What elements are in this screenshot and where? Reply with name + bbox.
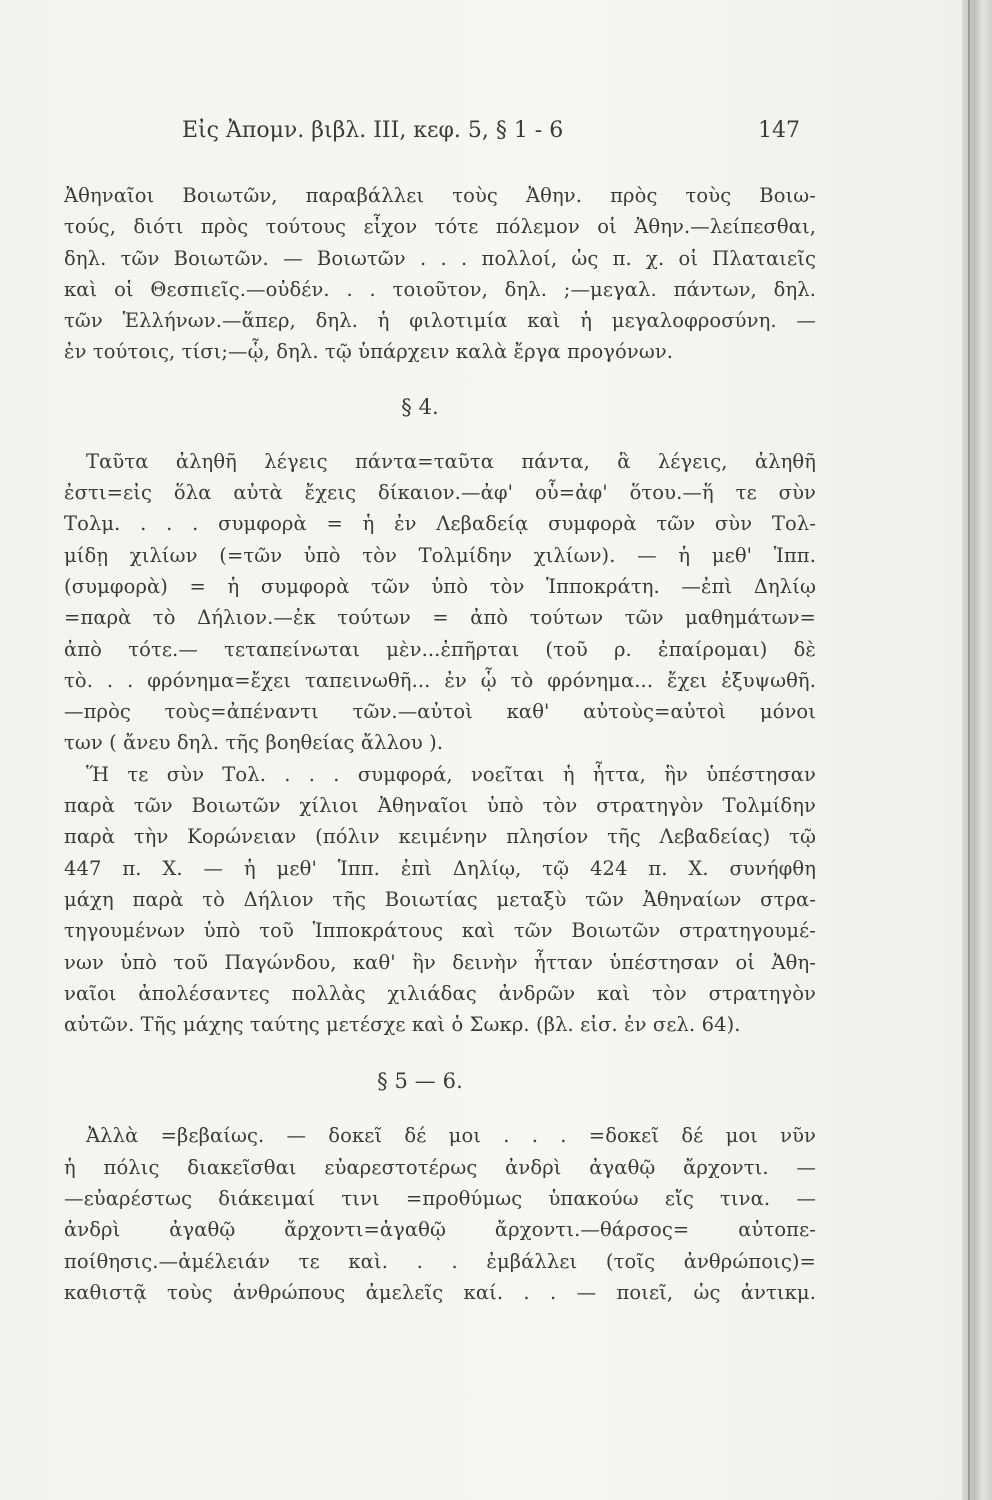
section-heading: § 5 — 6. — [377, 1069, 463, 1094]
text-line: (συμφορὰ) = ἡ συμφορὰ τῶν ὑπὸ τὸν Ἱπποκράτη. —ἐπὶ Δηλίῳ — [64, 574, 816, 598]
page-edge — [962, 0, 992, 1500]
text-line: τηγουμένων ὑπὸ τοῦ Ἱπποκράτους καὶ τῶν Βοιωτῶν στρατηγουμέ- — [64, 919, 816, 943]
page-number: 147 — [758, 118, 800, 143]
text-line: Τολμ. . . . συμφορὰ = ἡ ἐν Λεβαδείᾳ συμφορὰ τῶν σὺν Τολ- — [64, 512, 816, 536]
text-line: Ἀθηναῖοι Βοιωτῶν, παραβάλλει τοὺς Ἀθην. πρὸς τοὺς Βοιω- — [64, 184, 816, 207]
text-line: δηλ. τῶν Βοιωτῶν. — Βοιωτῶν . . . πολλοί, ὡς π. χ. οἱ Πλαταιεῖς — [64, 246, 816, 270]
text-line: παρὰ τῶν Βοιωτῶν χίλιοι Ἀθηναῖοι ὑπὸ τὸν στρατηγὸν Τολμίδην — [64, 794, 816, 818]
text-line: παρὰ τὴν Κορώνειαν (πόλιν κειμένην πλησίον τῆς Λεβαδείας) τῷ — [64, 825, 816, 849]
text-line: —εὐαρέστως διάκειμαί τινι =προθύμως ὑπακούω εἴς τινα. — — [64, 1187, 816, 1211]
text-line: μίδῃ χιλίων (=τῶν ὑπὸ τὸν Τολμίδην χιλίων). — ἡ μεθ' Ἱππ. — [64, 543, 816, 567]
text-line: ἀπὸ τότε.— τεταπείνωται μὲν...ἐπῆρται (τοῦ ρ. ἐπαίρομαι) δὲ — [64, 637, 816, 661]
running-header — [90, 118, 800, 158]
text-line: τούς, διότι πρὸς τούτους εἶχον τότε πόλεμον οἱ Ἀθην.—λείπεσθαι, — [64, 215, 816, 239]
text-line: ἀνδρὶ ἀγαθῷ ἄρχοντι=ἀγαθῷ ἄρχοντι.—θάρσος= αὐτοπε- — [64, 1218, 816, 1242]
text-line: τῶν Ἑλλήνων.—ἅπερ, δηλ. ἡ φιλοτιμία καὶ ἡ μεγαλοφροσύνη. — — [64, 309, 816, 333]
body-text — [64, 180, 816, 1308]
text-line: 447 π. Χ. — ἡ μεθ' Ἱππ. ἐπὶ Δηλίῳ, τῷ 424 π. Χ. συνήφθη — [64, 856, 816, 880]
text-line: καὶ οἱ Θεσπιεῖς.—οὐδέν. . . τοιοῦτον, δηλ. ;—μεγαλ. πάντων, δηλ. — [64, 277, 816, 301]
text-line: νων ὑπὸ τοῦ Παγώνδου, καθ' ἣν δεινὴν ἧτταν ὑπέστησαν οἱ Ἀθη- — [64, 950, 816, 974]
section-heading: § 4. — [401, 394, 439, 419]
text-line: ἐν τούτοις, τίσι;—ᾧ, δηλ. τῷ ὑπάρχειν καλὰ ἔργα προγόνων. — [64, 340, 674, 364]
text-line: μάχη παρὰ τὸ Δήλιον τῆς Βοιωτίας μεταξὺ τῶν Ἀθηναίων στρα- — [64, 887, 816, 911]
text-line: Ἥ τε σὺν Τολ. . . . συμφορά, νοεῖται ἡ ἧττα, ἣν ὑπέστησαν — [86, 762, 816, 786]
text-line: τὸ. . . φρόνημα=ἔχει ταπεινωθῆ... ἐν ᾧ τὸ φρόνημα... ἔχει ἐξυψωθῆ. — [64, 668, 816, 692]
text-line: ποίθησις.—ἀμέλειάν τε καὶ. . . ἐμβάλλει (τοῖς ἀνθρώποις)= — [64, 1249, 816, 1273]
binding-line — [968, 0, 970, 1500]
text-line: Ἀλλὰ =βεβαίως. — δοκεῖ δέ μοι . . . =δοκεῖ δέ μοι νῦν — [86, 1124, 816, 1148]
text-line: αὐτῶν. Τῆς μάχης ταύτης μετέσχε καὶ ὁ Σωκρ. (βλ. εἰσ. ἐν σελ. 64). — [64, 1013, 741, 1037]
text-line: ἡ πόλις διακεῖσθαι εὐαρεστοτέρως ἀνδρὶ ἀγαθῷ ἄρχοντι. — — [64, 1155, 816, 1179]
text-line: —πρὸς τοὺς=ἀπέναντι τῶν.—αὐτοὶ καθ' αὐτοὺς=αὐτοὶ μόνοι — [64, 700, 816, 724]
text-line: ναῖοι ἀπολέσαντες πολλὰς χιλιάδας ἀνδρῶν καὶ τὸν στρατηγὸν — [64, 981, 816, 1005]
running-title: Εἰς Ἀπομν. βιβλ. III, κεφ. 5, § 1 - 6 — [182, 118, 564, 143]
text-line: των ( ἄνευ δηλ. τῆς βοηθείας ἄλλου ). — [64, 731, 444, 755]
text-line: Ταῦτα ἀληθῆ λέγεις πάντα=ταῦτα πάντα, ἃ λέγεις, ἀληθῆ — [86, 449, 816, 473]
text-line: ἐστι=εἰς ὅλα αὐτὰ ἔχεις δίκαιον.—ἀφ' οὗ=ἀφ' ὅτου.—ἥ τε σὺν — [64, 481, 816, 505]
text-line: =παρὰ τὸ Δήλιον.—ἐκ τούτων = ἀπὸ τούτων τῶν μαθημάτων= — [64, 606, 816, 630]
text-line: καθιστᾷ τοὺς ἀνθρώπους ἀμελεῖς καί. . . — ποιεῖ, ὡς ἀντικμ. — [64, 1280, 816, 1304]
